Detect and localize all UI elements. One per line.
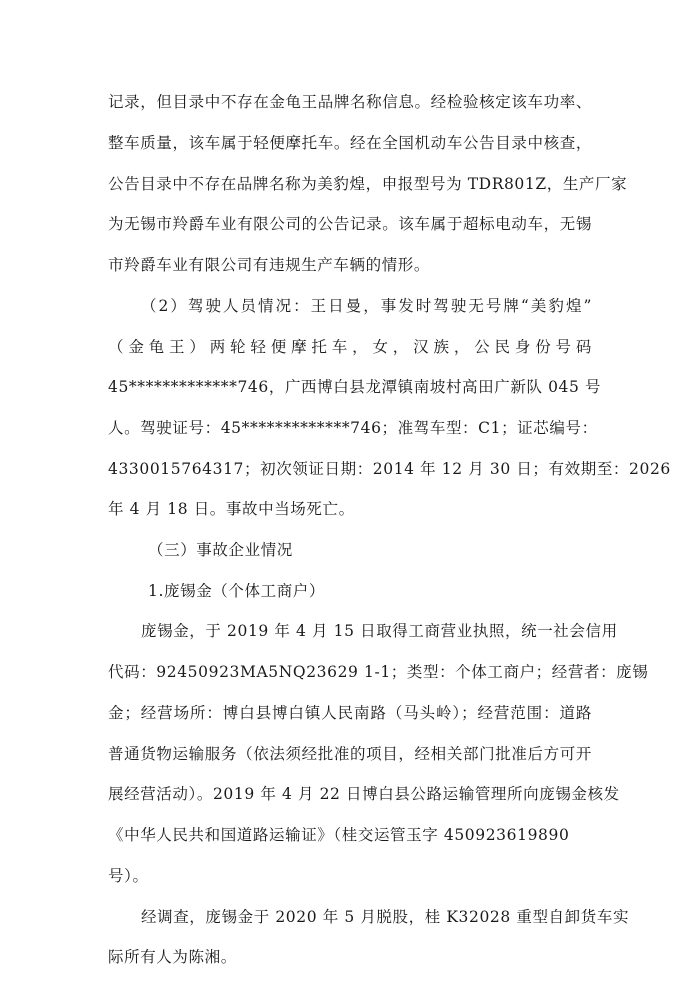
text-line: 公告目录中不存在品牌名称为美豹煌，申报型号为 TDR801Z，生产厂家 xyxy=(108,175,628,193)
text-line: （金龟王）两轮轻便摩托车，女，汉族，公民身份号码 xyxy=(108,338,592,356)
text-line: 代码：92450923MA5NQ23629 1-1；类型：个体工商户；经营者：庞锡 xyxy=(108,663,649,681)
text-line: 号）。 xyxy=(108,867,149,885)
subsection-heading: 1.庞锡金（个体工商户） xyxy=(148,582,325,600)
text-line: 整车质量，该车属于轻便摩托车。经在全国机动车公告目录中核查， xyxy=(108,134,592,152)
text-line: 45*************746，广西博白县龙潭镇南坡村高田广新队 045 号 xyxy=(108,378,602,396)
text-line: 为无锡市羚爵车业有限公司的公告记录。该车属于超标电动车，无锡 xyxy=(108,215,592,233)
text-line: 4330015764317；初次领证日期：2014 年 12 月 30 日；有效期至：2026 xyxy=(108,460,671,478)
text-line: 际所有人为陈湘。 xyxy=(108,948,237,966)
text-line: 展经营活动）。2019 年 4 月 22 日博白县公路运输管理所向庞锡金核发 xyxy=(108,785,620,803)
text-line: 人。驾驶证号：45*************746；准驾车型：C1；证芯编号： xyxy=(108,419,598,437)
text-line: 记录，但目录中不存在金龟王品牌名称信息。经检验核定该车功率、 xyxy=(108,93,592,111)
text-line: 《中华人民共和国道路运输证》（桂交运管玉字 450923619890 xyxy=(108,826,570,844)
section-heading: （三）事故企业情况 xyxy=(148,541,293,559)
paragraph-start-line: 庞锡金，于 2019 年 4 月 15 日取得工商营业执照，统一社会信用 xyxy=(141,622,618,640)
paragraph-start-line: 经调查，庞锡金于 2020 年 5 月脱股，桂 K32028 重型自卸货车实 xyxy=(141,908,630,926)
text-line: 市羚爵车业有限公司有违规生产车辆的情形。 xyxy=(108,256,431,274)
text-line: 金；经营场所：博白县博白镇人民南路（马头岭）；经营范围：道路 xyxy=(108,704,592,722)
paragraph-start-line: （2）驾驶人员情况：王日曼，事发时驾驶无号牌“美豹煌” xyxy=(141,297,592,315)
text-line: 普通货物运输服务（依法须经批准的项目，经相关部门批准后方可开 xyxy=(108,745,592,763)
text-line: 年 4 月 18 日。事故中当场死亡。 xyxy=(108,500,355,518)
